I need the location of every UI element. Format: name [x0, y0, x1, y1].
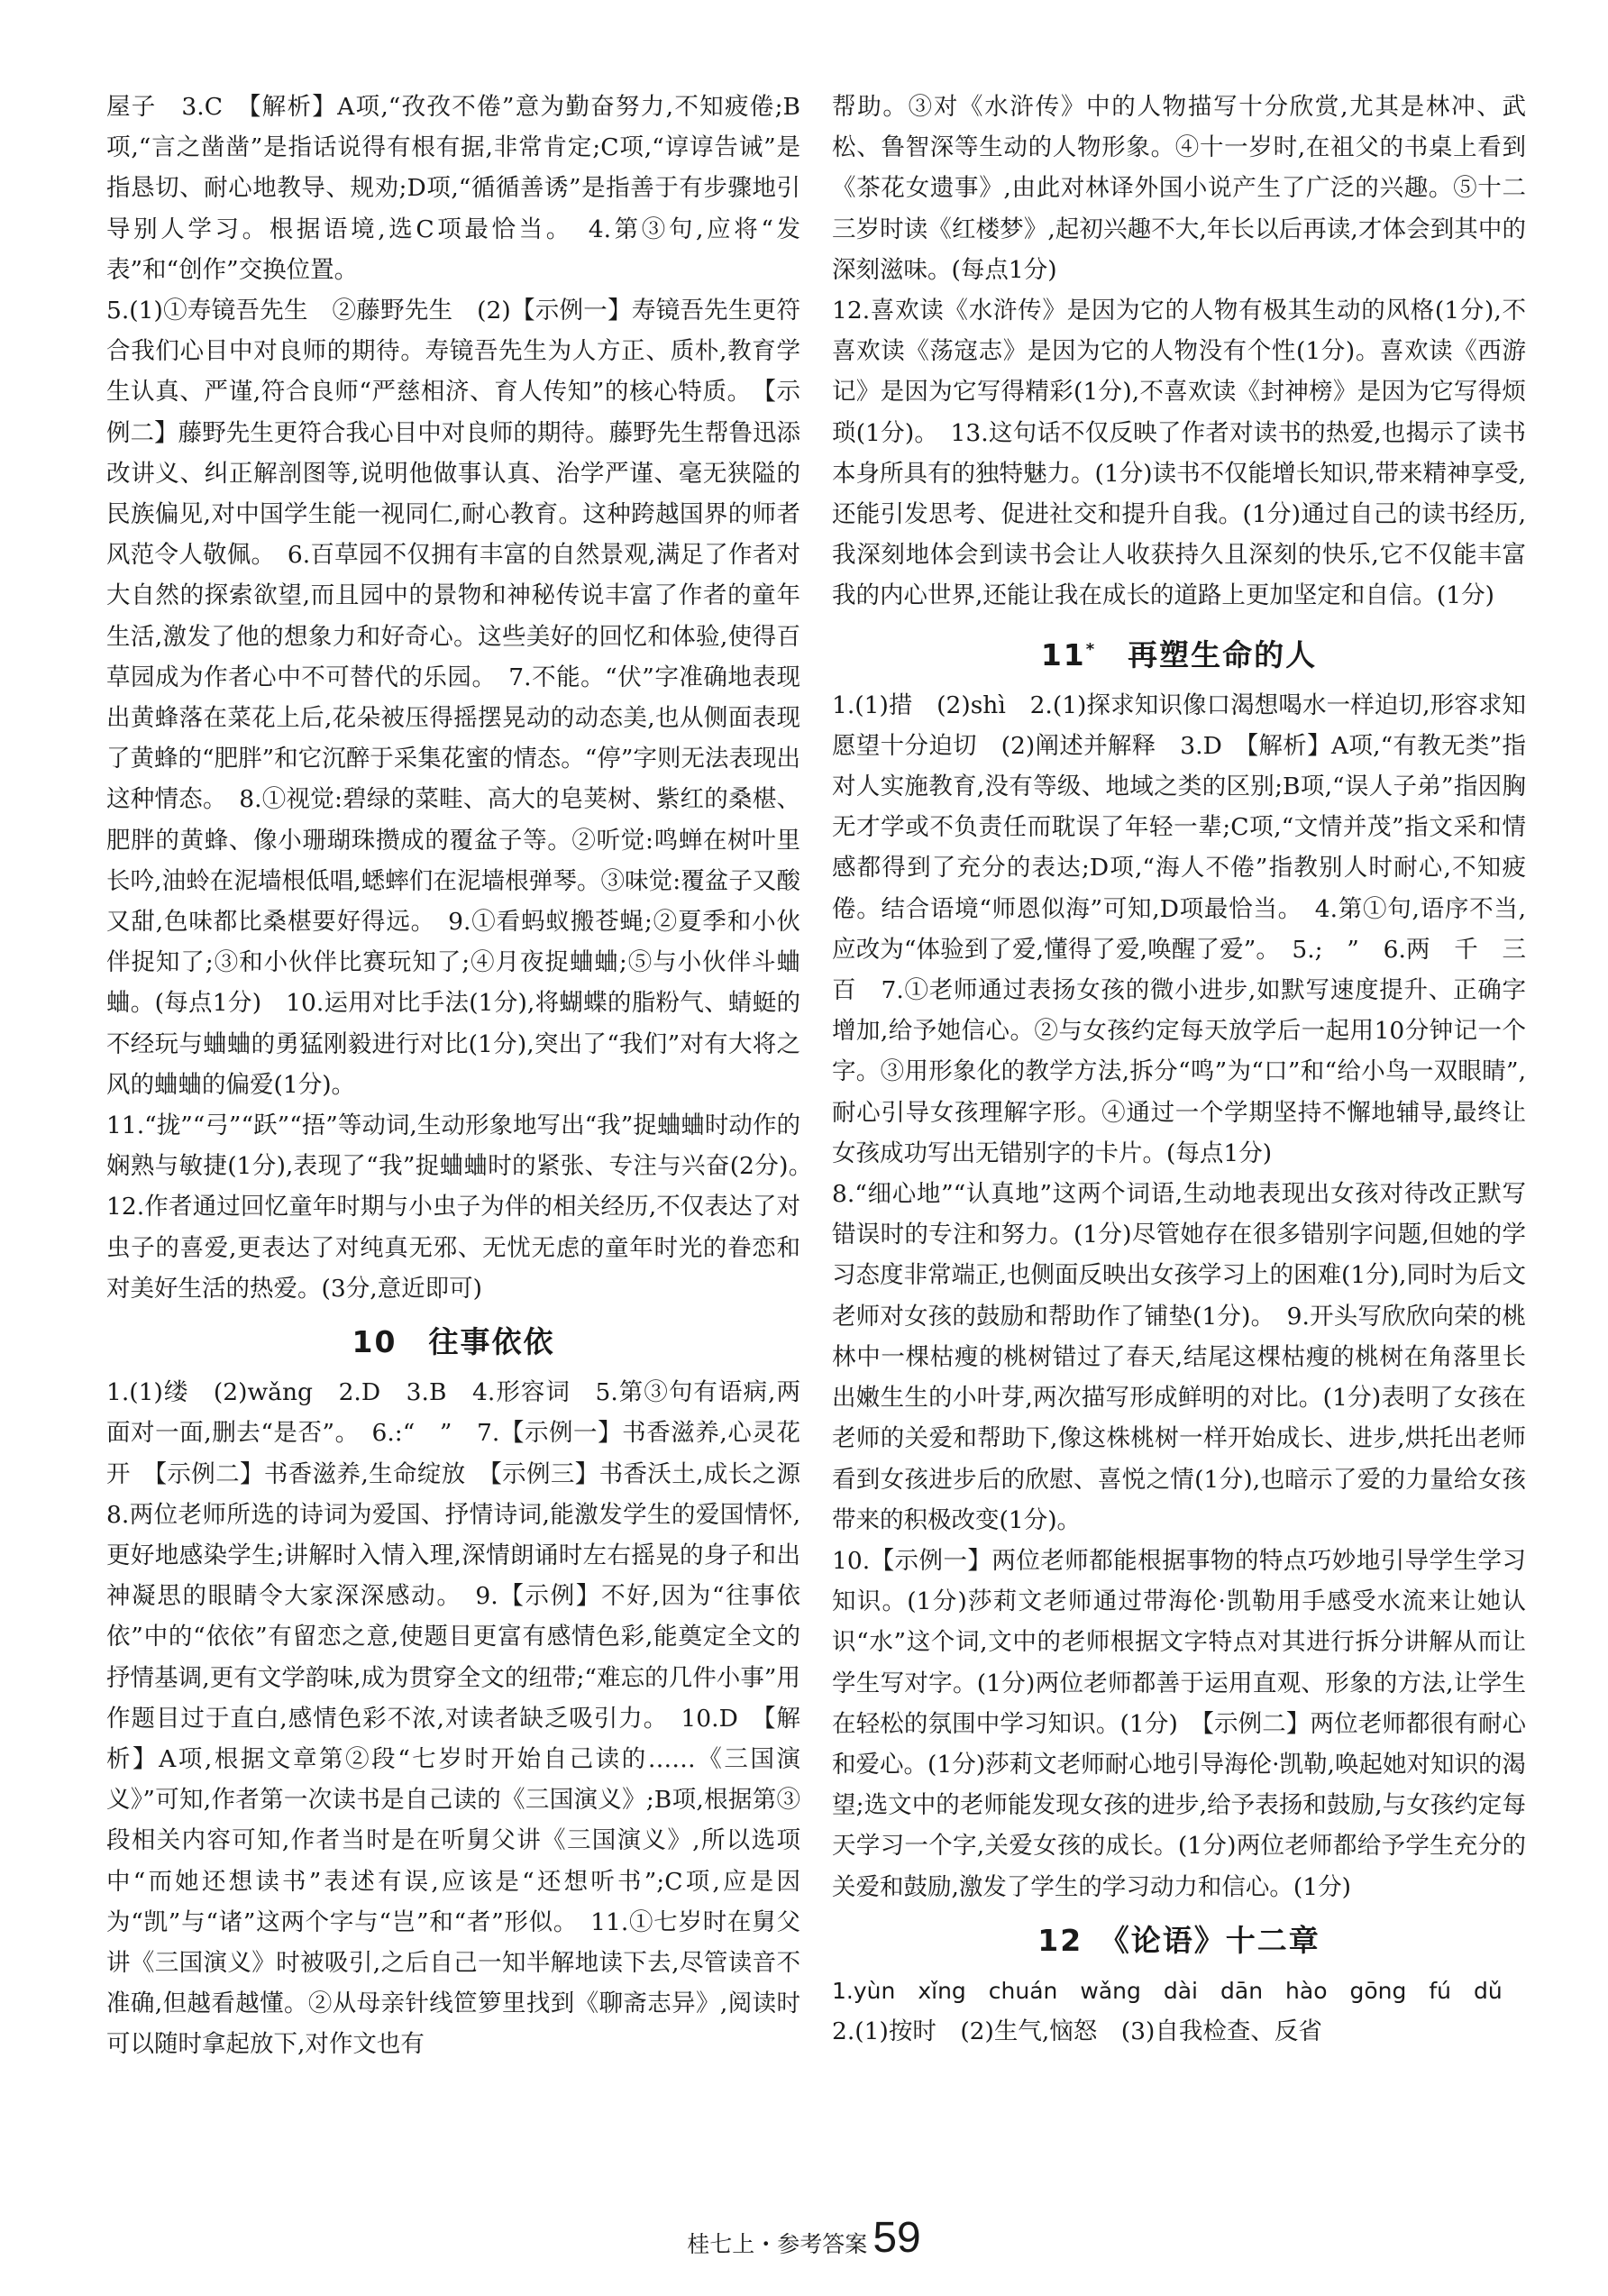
- section-title: 10 往事依依: [352, 1324, 555, 1360]
- answer-paragraph: 10.【示例一】两位老师都能根据事物的特点巧妙地引导学生学习知识。(1分)莎莉文老师通过带海伦·凯勒用手感受水流来让她认识“水”这个词,文中的老师根据文字特点对其进行拆分讲解从而让学生写对字。(1分)两位老师都善于运用直观、形象的方法,让学生在轻松的氛围中学习知识。(1分) 【示例二】两位老师都很有耐心和爱心。(1分)莎莉文老师耐心地引导海伦·凯勒,唤起她对知识的渴望;选文中的老师能发现女孩的进步,给予表扬和鼓励,与女孩约定每天学习一个字,关爱女孩的成长。(1分)两位老师都给予学生充分的关爱和鼓励,激发了学生的学习动力和信心。(1分): [832, 1546, 1526, 1901]
- footer-label: 桂七上・参考答案: [687, 2231, 868, 2257]
- answer-paragraph: 11.“拢”“弓”“跃”“捂”等动词,生动形象地写出“我”捉蛐蛐时动作的娴熟与敏捷(1分),表现了“我”捉蛐蛐时的紧张、专注与兴奋(2分)。 12.作者通过回忆童年时期与小虫子为伴的相关经历,不仅表达了对虫子的喜爱,更表达了对纯真无邪、无忧无虑的童年时光的眷恋和对美好生活的热爱。(3分,意近即可): [106, 1111, 825, 1303]
- answer-paragraph: 12.喜欢读《水浒传》是因为它的人物有极其生动的风格(1分),不喜欢读《荡寇志》是因为它的人物没有个性(1分)。喜欢读《西游记》是因为它写得精彩(1分),不喜欢读《封神榜》是因为它写得烦琐(1分)。 13.这句话不仅反映了作者对读书的热爱,也揭示了读书本身所具有的独特魅力。(1分)读书不仅能增长知识,带来精神享受,还能引发思考、促进社交和提升自我。(1分)通过自己的读书经历,我深刻地体会到读书会让人收获持久且深刻的快乐,它不仅能丰富我的内心世界,还能让我在成长的道路上更加坚定和自信。(1分): [832, 297, 1526, 610]
- answer-paragraph: 屋子 3.C 【解析】A项,“孜孜不倦”意为勤奋努力,不知疲倦;B项,“言之凿凿”是指话说得有根有据,非常肯定;C项,“谆谆告诫”是指恳切、耐心地教导、规劝;D项,“循循善诱”是指善于有步骤地引导别人学习。根据语境,选C项最恰当。 4.第③句,应将“发表”和“创作”交换位置。: [106, 93, 800, 284]
- answer-paragraph: 5.(1)①寿镜吾先生 ②藤野先生 (2)【示例一】寿镜吾先生更符合我们心目中对良师的期待。寿镜吾先生为人方正、质朴,教育学生认真、严谨,符合良师“严慈相济、育人传知”的核心特质。 【示例二】藤野先生更符合我心目中对良师的期待。藤野先生帮鲁迅添改讲义、纠正解剖图等,说明他做事认真、治学严谨、毫无狭隘的民族偏见,对中国学生能一视同仁,耐心教育。这种跨越国界的师者风范令人敬佩。 6.百草园不仅拥有丰富的自然景观,满足了作者对大自然的探索欲望,而且园中的景物和神秘传说丰富了作者的童年生活,激发了他的想象力和好奇心。这些美好的回忆和体验,使得百草园成为作者心中不可替代的乐园。 7.不能。“伏”字准确地表现出黄蜂落在菜花上后,花朵被压得摇摆晃动的动态美,也从侧面表现了黄蜂的“肥胖”和它沉醉于采集花蜜的情态。“停”字则无法表现出这种情态。 8.①视觉:碧绿的菜畦、高大的皂荚树、紫红的桑椹、肥胖的黄蜂、像小珊瑚珠攒成的覆盆子等。②听觉:鸣蝉在树叶里长吟,油蛉在泥墙根低唱,蟋蟀们在泥墙根弹琴。③味觉:覆盆子又酸又甜,色味都比桑椹要好得远。 9.①看蚂蚁搬苍蝇;②夏季和小伙伴捉知了;③和小伙伴比赛玩知了;④月夜捉蛐蛐;⑤与小伙伴斗蛐蛐。(每点1分) 10.运用对比手法(1分),将蝴蝶的脂粉气、蜻蜓的不经玩与蛐蛐的勇猛刚毅进行对比(1分),突出了“我们”对有大将之风的蛐蛐的偏爱(1分)。: [106, 297, 800, 1099]
- answer-paragraph: 1.(1)缕 (2)wǎng 2.D 3.B 4.形容词 5.第③句有语病,两面对一面,删去“是否”。 6.:“ ” 7.【示例一】书香滋养,心灵花开 【示例二】书香滋养,生命绽放 【示例三】书香沃土,成长之源 8.两位老师所选的诗词为爱国、抒情诗词,能激发学生的爱国情怀,更好地感染学生;讲解时入情入理,深情朗诵时左右摇晃的身子和出神凝思的眼睛令大家深深感动。 9.【示例】不好,因为“往事依依”中的“依依”有留恋之意,使题目更富有感情色彩,能奠定全文的抒情基调,更有文学韵味,成为贯穿全文的纽带;“难忘的几件小事”用作题目过于直白,感情色彩不浓,对读者缺乏吸引力。 10.D 【解析】A项,根据文章第②段“七岁时开始自己读的……《三国演义》”可知,作者第一次读书是自己读的《三国演义》;B项,根据第③段相关内容可知,作者当时是在听舅父讲《三国演义》,所以选项中“而她还想读书”表述有误,应该是“还想听书”;C项,应是因为“凯”与“诸”这两个字与“岂”和“者”形似。 11.①七岁时在舅父讲《三国演义》时被吸引,之后自己一知半解地读下去,尽管读音不准确,但越看越懂。②从母亲针线笸箩里找到《聊斋志异》,阅读时可以随时拿起放下,对作文也有: [106, 1378, 825, 2059]
- optional-star: *: [1085, 639, 1097, 659]
- answer-text: 2.(1)按时 (2)生气,恼怒 (3)自我检查、反省: [832, 1976, 1527, 2045]
- section-name: 再塑生命的人: [1128, 636, 1318, 672]
- section-title: 12 《论语》十二章: [1037, 1922, 1320, 1958]
- page-footer: [0, 2213, 1608, 2263]
- pinyin-answers: 1.yùn xǐng chuán wǎng dài dān hào gōng fú dǔ: [832, 1977, 1503, 2004]
- left-column: [106, 87, 825, 2065]
- right-column: [832, 87, 1550, 2052]
- answer-paragraph: 帮助。③对《水浒传》中的人物描写十分欣赏,尤其是林冲、武松、鲁智深等生动的人物形象。④十一岁时,在祖父的书桌上看到《茶花女遗事》,由此对林译外国小说产生了广泛的兴趣。⑤十二三岁时读《红楼梦》,起初兴趣不大,年长以后再读,才体会到其中的深刻滋味。(每点1分): [832, 93, 1526, 284]
- page-number: 59: [873, 2214, 921, 2262]
- section-title: [832, 622, 1526, 683]
- answer-paragraph: [832, 1971, 1526, 2052]
- answer-paragraph: 1.(1)措 (2)shì 2.(1)探求知识像口渴想喝水一样迫切,形容求知愿望十分迫切 (2)阐述并解释 3.D 【解析】A项,“有教无类”指对人实施教育,没有等级、地域之类的区别;B项,“误人子弟”指因胸无才学或不负责任而耽误了年轻一辈;C项,“文情并茂”指文采和情感都得到了充分的表达;D项,“海人不倦”指教别人时耐心,不知疲倦。结合语境“师恩似海”可知,D项最恰当。 4.第①句,语序不当,应改为“体验到了爱,懂得了爱,唤醒了爱”。 5.; ” 6.两 千 三 百 7.①老师通过表扬女孩的微小进步,如默写速度提升、正确字增加,给予她信心。②与女孩约定每天放学后一起用10分钟记一个字。③用形象化的教学方法,拆分“鸣”为“口”和“给小鸟一双眼睛”,耐心引导女孩理解字形。④通过一个学期坚持不懈地辅导,最终让女孩成功写出无错别字的卡片。(每点1分): [832, 691, 1550, 1167]
- section-number: 11: [1040, 636, 1086, 672]
- answer-paragraph: 8.“细心地”“认真地”这两个词语,生动地表现出女孩对待改正默写错误时的专注和努力。(1分)尽管她存在很多错别字问题,但她的学习态度非常端正,也侧面反映出女孩学习上的困难(1分),同时为后文老师对女孩的鼓励和帮助作了铺垫(1分)。 9.开头写欣欣向荣的桃林中一棵枯瘦的桃树错过了春天,结尾这棵枯瘦的桃树在角落里长出嫩生生的小叶芽,两次描写形成鲜明的对比。(1分)表明了女孩在老师的关爱和帮助下,像这株桃树一样开始成长、进步,烘托出老师看到女孩进步后的欣慰、喜悦之情(1分),也暗示了爱的力量给女孩带来的积极改变(1分)。: [832, 1180, 1526, 1534]
